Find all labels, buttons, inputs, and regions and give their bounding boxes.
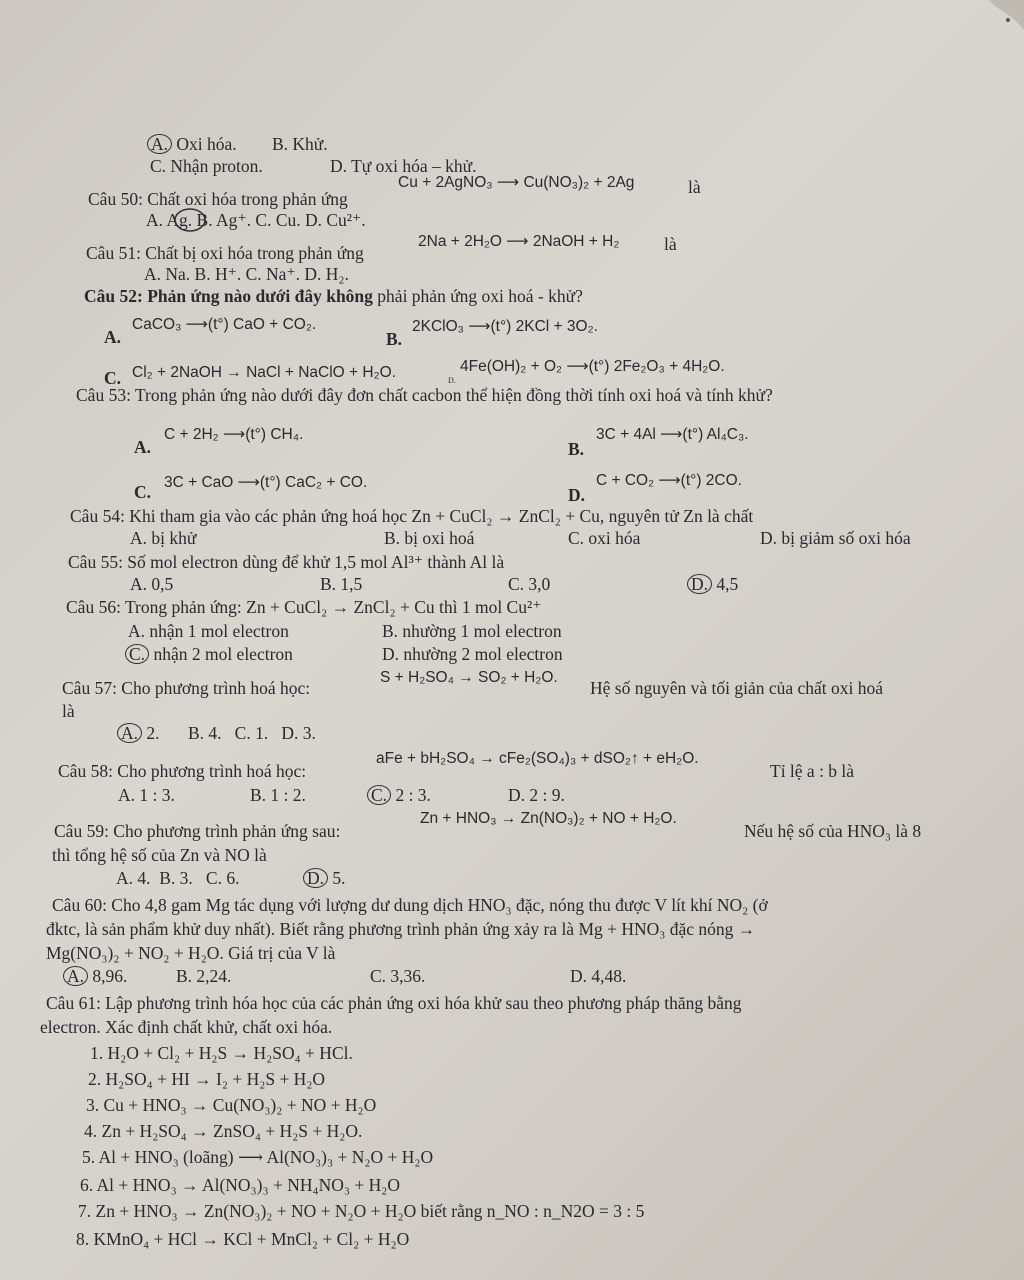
q57-equation: S + H₂SO₄ → SO₂ + H₂O.	[380, 669, 558, 686]
q53-option-d-eq: C + CO₂ ⟶(t°) 2CO.	[596, 472, 742, 489]
q61-line1: Câu 61: Lập phương trình hóa học của các phản ứng oxi hóa khử sau theo phương pháp thăng bằng	[46, 993, 742, 1013]
q61-item: 6. Al + HNO₃ → Al(NO₃)₃ + NH₄NO₃ + H₂O	[80, 1175, 400, 1195]
q61-item: 8. KMnO₄ + HCl → KCl + MnCl₂ + Cl₂ + H₂O	[76, 1229, 410, 1249]
q53-stem: Câu 53: Trong phản ứng nào dưới đây đơn chất cacbon thể hiện đồng thời tính oxi hoá và tính khử?	[76, 385, 773, 405]
q52-option-c-eq: Cl₂ + 2NaOH → NaCl + NaClO + H₂O.	[132, 364, 396, 381]
q50-tail: là	[688, 177, 701, 197]
q56-answer-circle: C.	[125, 644, 149, 664]
q52-option-a-letter: A.	[104, 327, 122, 347]
q57-answer-circle: A.	[117, 723, 142, 743]
q56-option-d: D. nhường 2 mol electron	[382, 644, 563, 664]
q53-option-c-letter: C.	[134, 482, 152, 502]
q55-option-c: C. 3,0	[508, 574, 551, 594]
prev-option-d: D. Tự oxi hóa – khử.	[330, 156, 477, 176]
q53-option-a-eq: C + 2H₂ ⟶(t°) CH₄.	[164, 426, 304, 443]
q53-option-c-eq: 3C + CaO ⟶(t°) CaC₂ + CO.	[164, 474, 368, 491]
q61-item: 3. Cu + HNO₃ → Cu(NO₃)₂ + NO + H₂O	[86, 1095, 377, 1115]
q59-options: A. 4. B. 3. C. 6.	[116, 868, 240, 888]
q52-option-d-letter: D.	[448, 376, 456, 385]
q51-equation: 2Na + 2H₂O ⟶ 2NaOH + H₂	[418, 233, 620, 250]
q58-tail: Tỉ lệ a : b là	[770, 761, 855, 781]
q58-option-d: D. 2 : 9.	[508, 785, 565, 805]
q60-line3: Mg(NO₃)₂ + NO₂ + H₂O. Giá trị của V là	[46, 943, 336, 963]
q59-answer-circle: D.	[303, 868, 328, 888]
q50-stem: Câu 50: Chất oxi hóa trong phản ứng	[88, 189, 348, 209]
q59-line2: thì tổng hệ số của Zn và NO là	[52, 845, 267, 865]
q61-item: 7. Zn + HNO₃ → Zn(NO₃)₂ + NO + N₂O + H₂O biết rằng n_NO : n_N2O = 3 : 5	[78, 1201, 645, 1221]
q61-item: 1. H₂O + Cl₂ + H₂S → H₂SO₄ + HCl.	[90, 1043, 353, 1063]
q60-line2: đktc, là sản phẩm khử duy nhất). Biết rằng phương trình phản ứng xảy ra là Mg + HNO₃ đặc nóng →	[46, 919, 756, 939]
q55-answer-circle: D.	[687, 574, 712, 594]
q57-stem: Câu 57: Cho phương trình hoá học:	[62, 678, 311, 698]
q60-option-a: A. 8,96.	[66, 965, 127, 987]
q56-option-b: B. nhường 1 mol electron	[382, 621, 562, 641]
prev-option-b: B. Khử.	[272, 134, 328, 154]
q54-option-b: B. bị oxi hoá	[384, 528, 475, 548]
q58-stem: Câu 58: Cho phương trình hoá học:	[58, 761, 307, 781]
q52-stem: Câu 52: Phản ứng nào dưới đây không phải phản ứng oxi hoá - khử?	[84, 286, 583, 306]
prev-option-a-circle: A.	[147, 134, 172, 154]
q58-option-c: C. 2 : 3.	[370, 784, 431, 806]
prev-option-a: A. Oxi hóa.	[150, 133, 237, 155]
q54-option-a: A. bị khử	[130, 528, 197, 548]
q53-option-b-eq: 3C + 4Al ⟶(t°) Al₄C₃.	[596, 426, 749, 443]
q53-option-a-letter: A.	[134, 437, 152, 457]
q52-option-b-eq: 2KClO₃ ⟶(t°) 2KCl + 3O₂.	[412, 318, 598, 335]
q59-tail: Nếu hệ số của HNO₃ là 8	[744, 821, 922, 841]
q59-option-d: D. 5.	[306, 867, 346, 889]
q50-equation: Cu + 2AgNO₃ ⟶ Cu(NO₃)₂ + 2Ag	[398, 174, 635, 191]
q58-option-a: A. 1 : 3.	[118, 785, 175, 805]
q60-option-d: D. 4,48.	[570, 966, 627, 986]
q61-item: 4. Zn + H₂SO₄ → ZnSO₄ + H₂S + H₂O.	[84, 1121, 363, 1141]
q53-option-b-letter: B.	[568, 439, 585, 459]
q61-item: 5. Al + HNO₃ (loãng) ⟶ Al(NO₃)₃ + N₂O + H₂O	[82, 1147, 434, 1167]
q54-stem: Câu 54: Khi tham gia vào các phản ứng hoá học Zn + CuCl₂ → ZnCl₂ + Cu, nguyên tử Zn là chất	[70, 506, 754, 526]
q58-option-b: B. 1 : 2.	[250, 785, 306, 805]
q55-stem: Câu 55: Số mol electron dùng để khử 1,5 mol Al³⁺ thành Al là	[68, 552, 505, 572]
prev-option-c: C. Nhận proton.	[150, 156, 263, 176]
q61-line2: electron. Xác định chất khử, chất oxi hóa.	[40, 1017, 333, 1037]
q56-option-a: A. nhận 1 mol electron	[128, 621, 289, 641]
q54-option-c: C. oxi hóa	[568, 528, 641, 548]
q60-option-b: B. 2,24.	[176, 966, 232, 986]
q56-stem: Câu 56: Trong phản ứng: Zn + CuCl₂ → ZnCl₂ + Cu thì 1 mol Cu²⁺	[66, 597, 542, 617]
q58-equation: aFe + bH₂SO₄ → cFe₂(SO₄)₃ + dSO₂↑ + eH₂O.	[376, 750, 699, 767]
q58-answer-circle: C.	[367, 785, 391, 805]
q61-item: 2. H₂SO₄ + HI → I₂ + H₂S + H₂O	[88, 1069, 326, 1089]
q55-option-b: B. 1,5	[320, 574, 363, 594]
q59-equation: Zn + HNO₃ → Zn(NO₃)₂ + NO + H₂O.	[420, 810, 677, 827]
q57-tail2: là	[62, 701, 75, 721]
q50-answer-circle	[172, 207, 208, 233]
q60-option-c: C. 3,36.	[370, 966, 426, 986]
q55-option-d: D. 4,5	[690, 573, 738, 595]
q57-tail: Hệ số nguyên và tối giản của chất oxi hoá	[590, 678, 884, 698]
q60-answer-circle: A.	[63, 966, 88, 986]
q56-option-c: C. nhận 2 mol electron	[128, 643, 293, 665]
q52-option-c-letter: C.	[104, 368, 122, 388]
q52-option-a-eq: CaCO₃ ⟶(t°) CaO + CO₂.	[132, 316, 317, 333]
q51-stem: Câu 51: Chất bị oxi hóa trong phản ứng	[86, 243, 364, 263]
q52-option-b-letter: B.	[386, 329, 403, 349]
q59-stem: Câu 59: Cho phương trình phản ứng sau:	[54, 821, 341, 841]
q51-options: A. Na. B. H⁺. C. Na⁺. D. H₂.	[144, 264, 349, 284]
q53-option-d-letter: D.	[568, 485, 586, 505]
q54-option-d: D. bị giảm số oxi hóa	[760, 528, 911, 548]
q52-option-d-eq: 4Fe(OH)₂ + O₂ ⟶(t°) 2Fe₂O₃ + 4H₂O.	[460, 358, 725, 375]
q50-options: A. Ag. B. Ag⁺. C. Cu. D. Cu²⁺.	[146, 210, 366, 230]
q51-tail: là	[664, 234, 677, 254]
q60-line1: Câu 60: Cho 4,8 gam Mg tác dụng với lượng dư dung dịch HNO₃ đặc, nóng thu được V lít khí NO₂ (ở	[52, 895, 768, 915]
q55-option-a: A. 0,5	[130, 574, 174, 594]
q57-options-rest: B. 4. C. 1. D. 3.	[188, 723, 316, 743]
page-corner-mark	[934, 0, 1024, 40]
q57-option-a: A. 2.	[120, 722, 160, 744]
